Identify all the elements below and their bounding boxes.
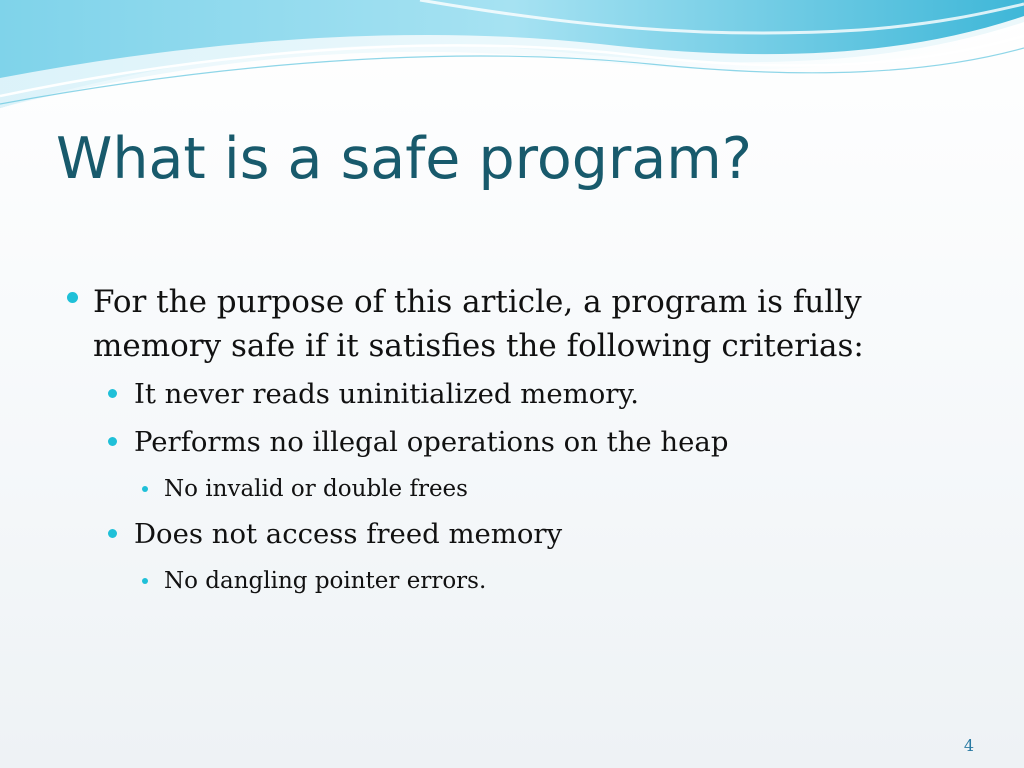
bullet-text: Performs no illegal operations on the heap [134,426,729,458]
bullet-level1 [93,280,864,368]
bullet-dot-icon [142,486,148,492]
bullet-text: No invalid or double frees [164,476,468,502]
bullet-text-line1: For the purpose of this article, a program is fully [93,284,862,320]
bullet-level3 [164,474,468,504]
slide-title: What is a safe program? [56,126,753,192]
bullet-dot-icon [67,292,78,303]
bullet-dot-icon [108,529,117,538]
bullet-dot-icon [108,389,117,398]
bullet-text: It never reads uninitialized memory. [134,378,640,410]
bullet-text: Does not access freed memory [134,518,563,550]
bullet-level2 [134,376,639,412]
page-number: 4 [963,736,974,755]
bullet-level2 [134,424,728,460]
bullet-level3 [164,566,486,596]
bullet-dot-icon [142,578,148,584]
bullet-text: No dangling pointer errors. [164,568,487,594]
bullet-dot-icon [108,437,117,446]
header-wave-decoration [0,0,1024,130]
bullet-text-line2: memory safe if it satisfies the following criterias: [93,328,864,364]
bullet-level2 [134,516,562,552]
